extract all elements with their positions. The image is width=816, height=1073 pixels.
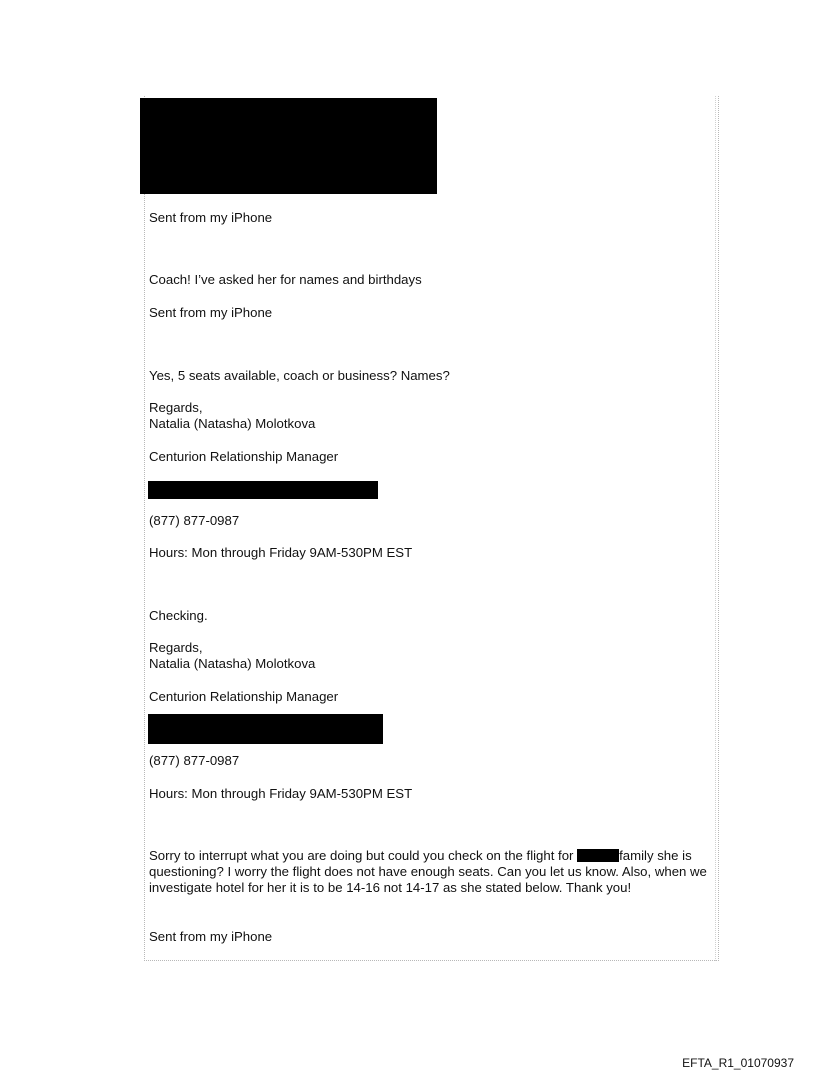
redaction-block-header [140, 98, 437, 194]
m3-sender-name: Natalia (Natasha) Molotkova [149, 416, 316, 431]
m3-phone: (877) 877-0987 [149, 513, 240, 528]
frame-inner-border [715, 96, 717, 961]
m3-hours: Hours: Mon through Friday 9AM-530PM EST [149, 545, 413, 560]
m3-regards: Regards, [149, 400, 203, 415]
m2-signoff: Sent from my iPhone [149, 305, 273, 320]
m5-body-part1: Sorry to interrupt what you are doing but could you check on the flight for [149, 848, 578, 863]
redaction-block-m4 [148, 714, 383, 744]
redaction-block-m3 [148, 481, 378, 499]
redaction-inline-m5 [577, 849, 619, 862]
m5-body [149, 848, 715, 896]
m4-phone: (877) 877-0987 [149, 753, 240, 768]
m2-body: Coach! I’ve asked her for names and birthdays [149, 272, 422, 287]
m4-regards: Regards, [149, 640, 203, 655]
m4-sender-title: Centurion Relationship Manager [149, 689, 339, 704]
m5-signoff: Sent from my iPhone [149, 929, 273, 944]
m4-sender-name: Natalia (Natasha) Molotkova [149, 656, 316, 671]
m3-body: Yes, 5 seats available, coach or business? Names? [149, 368, 450, 383]
m5-body-part2: family she is questioning? I worry the flight does not have enough seats. Can you let us know. Also, when we investigate hotel for her it is to be 14-16 not 14-17 as she stated below. Thank you! [149, 848, 707, 895]
m4-body: Checking. [149, 608, 208, 623]
document-id: EFTA_R1_01070937 [682, 1056, 794, 1070]
m1-signoff: Sent from my iPhone [149, 210, 273, 225]
m3-sender-title: Centurion Relationship Manager [149, 449, 339, 464]
m4-hours: Hours: Mon through Friday 9AM-530PM EST [149, 786, 413, 801]
